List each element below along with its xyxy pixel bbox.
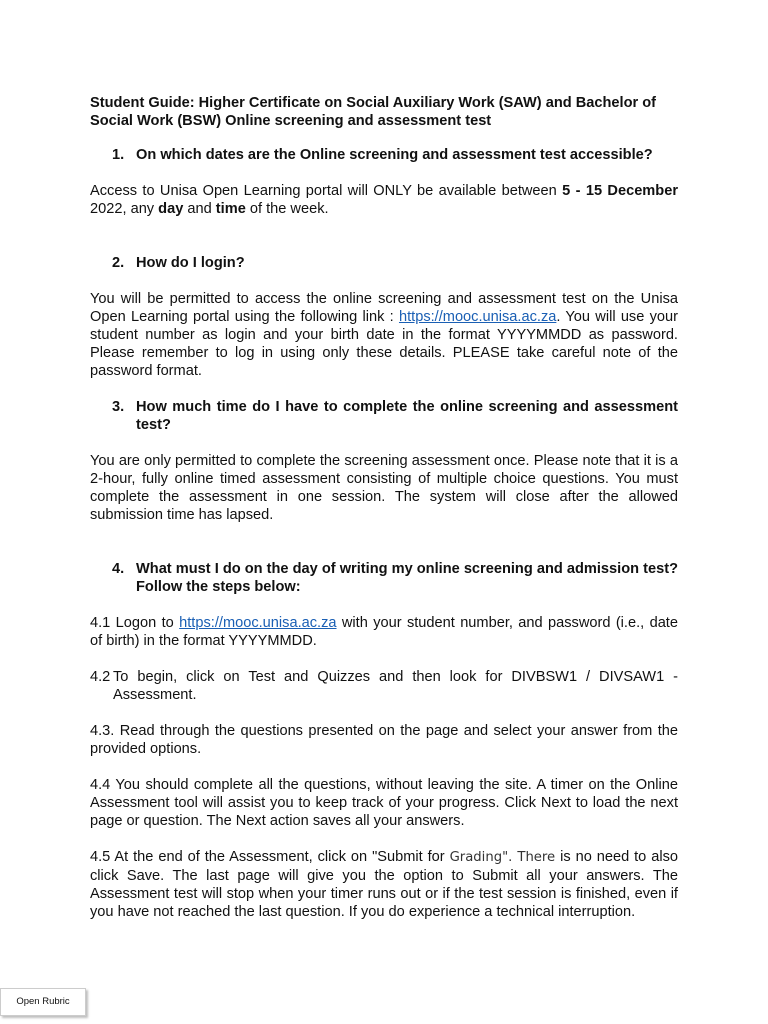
step-4-1: 4.1 Logon to https://mooc.unisa.ac.za with your student number, and password (i.e., date of birth) in the format YYYYMMDD. — [90, 615, 678, 649]
question-number: 2. — [112, 255, 125, 271]
answer-2-paragraph: You will be permitted to access the online screening and assessment test on the Unisa Open Learning portal using the following link : https://mooc.unisa.ac.za. You will use your student number as login and your birth date in the format YYYYMMDD as password. Please remember to log in using only these details. PLEASE take careful note of the password format. — [90, 291, 678, 379]
document-page — [90, 94, 678, 921]
open-rubric-button[interactable]: Open Rubric — [0, 988, 86, 1016]
step-4-4: 4.4 You should complete all the questions, without leaving the site. A timer on the Online Assessment tool will assist you to keep track of your progress. Click Next to load the next page or question. The Next action saves all your answers. — [90, 777, 678, 829]
step-text: To begin, click on Test and Quizzes and then look for DIVBSW1 / DIVSAW1 - Assessment. — [113, 669, 678, 703]
document-title: Student Guide: Higher Certificate on Social Auxiliary Work (SAW) and Bachelor of Social Work (BSW) Online screening and assessment test — [90, 95, 656, 129]
question-text: What must I do on the day of writing my online screening and admission test? Follow the steps below: — [136, 561, 678, 595]
question-4 — [90, 560, 678, 596]
mooc-login-link[interactable]: https://mooc.unisa.ac.za — [179, 615, 337, 631]
answer-3-paragraph: You are only permitted to complete the screening assessment once. Please note that it is a 2-hour, fully online timed assessment consisting of multiple choice questions. You must complete the assessment in one session. The system will close after the allowed submission time has lapsed. — [90, 453, 678, 523]
question-text: How much time do I have to complete the online screening and assessment test? — [136, 399, 678, 433]
step-4-3: 4.3. Read through the questions presented on the page and select your answer from the provided options. — [90, 723, 678, 757]
dates-emphasis: 5 - 15 December — [562, 183, 678, 199]
question-text: How do I login? — [136, 255, 245, 271]
grading-text: Grading". There — [449, 850, 556, 865]
question-1 — [90, 146, 678, 164]
question-number: 3. — [112, 399, 125, 415]
step-4-5: 4.5 At the end of the Assessment, click on "Submit for Grading". There is no need to also click Save. The last page will give you the option to Submit all your answers. The Assessment test will stop when your timer runs out or if the test session is finished, even if you have not reached the last question. If you do experience a technical interruption. — [90, 849, 679, 920]
question-2 — [90, 254, 678, 272]
step-number: 4.2 — [90, 669, 111, 685]
step-4-2 — [90, 668, 678, 704]
question-number: 1. — [112, 147, 125, 163]
question-3 — [90, 398, 678, 434]
day-emphasis: day — [158, 201, 184, 217]
mooc-portal-link[interactable]: https://mooc.unisa.ac.za — [398, 309, 557, 325]
question-text: On which dates are the Online screening and assessment test accessible? — [136, 147, 653, 163]
time-emphasis: time — [215, 201, 246, 217]
answer-1-paragraph: Access to Unisa Open Learning portal will ONLY be available between 5 - 15 December 2022, any day and time of the week. — [90, 183, 678, 217]
question-number: 4. — [112, 561, 125, 577]
